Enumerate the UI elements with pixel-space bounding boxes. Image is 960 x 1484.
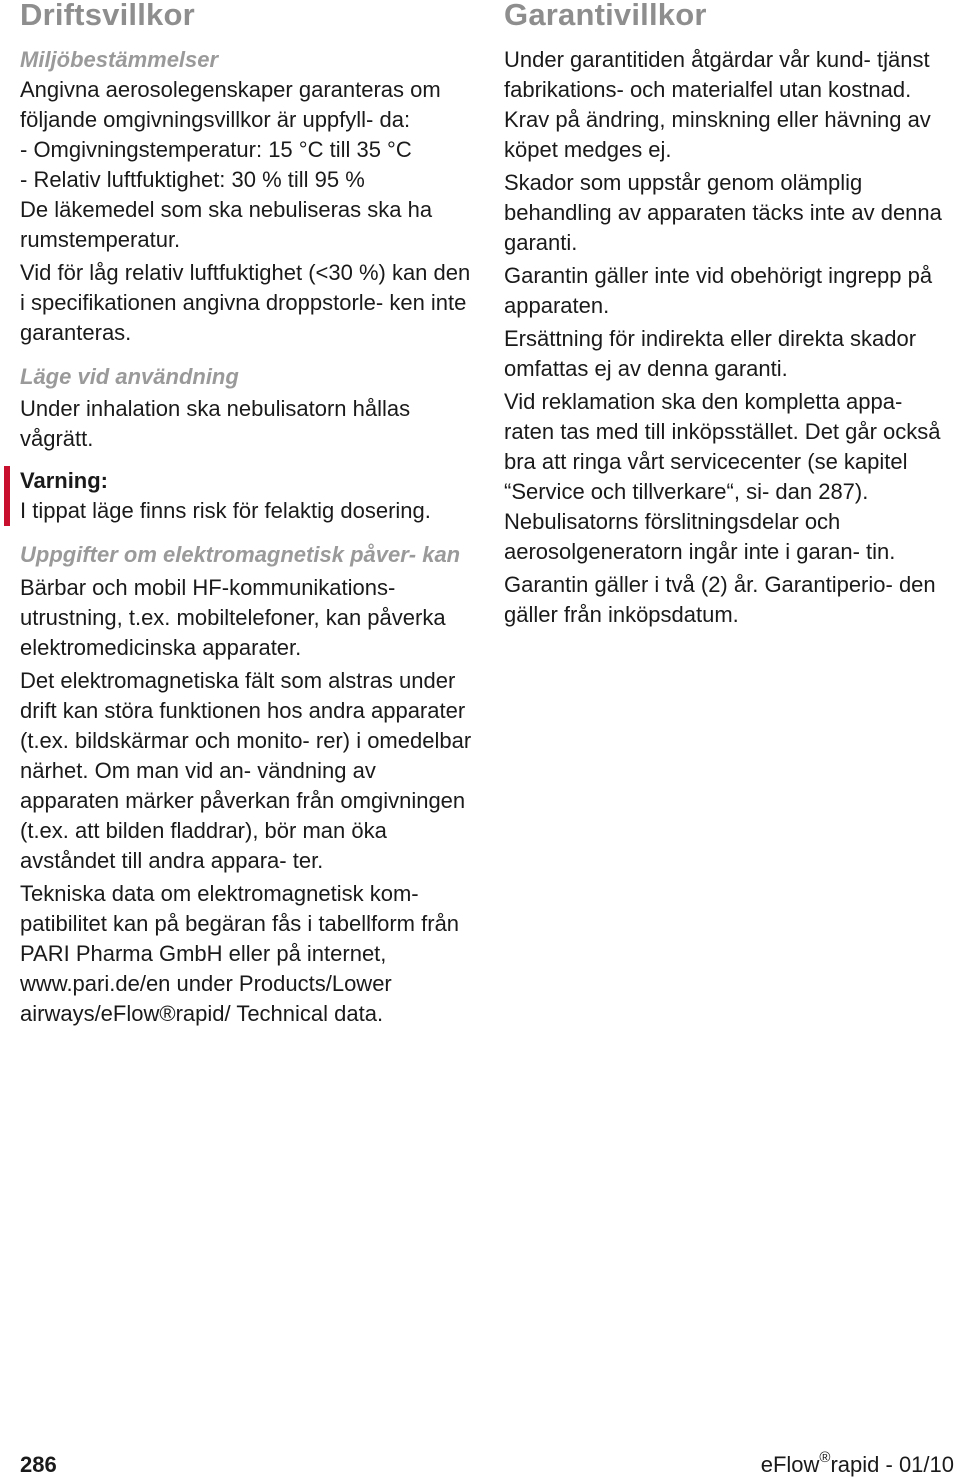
warning-title: Varning: bbox=[20, 468, 109, 493]
section-title-operating-conditions: Driftsvillkor bbox=[20, 0, 195, 32]
env-paragraph-2: De läkemedel som ska nebuliseras ska ha rumstemperatur. bbox=[20, 197, 433, 252]
left-column bbox=[20, 0, 480, 1029]
subheading-position: Läge vid användning bbox=[20, 364, 239, 389]
emc-paragraph-1: Bärbar och mobil HF-kommunikations- utrustning, t.ex. mobiltelefoner, kan påverka elektromedicinska apparater. bbox=[20, 575, 446, 660]
page-footer bbox=[20, 1450, 954, 1484]
subheading-environment: Miljöbestämmelser bbox=[20, 47, 219, 72]
warranty-paragraph-5: Vid reklamation ska den kompletta appa- raten tas med till inköpsstället. Det går också bra att ringa vårt servicecenter (se kapitel “Service och tillverkare“, si- dan 287). Nebulisatorns förslitningsdelar och aerosolgeneratorn ingår inte i garan- tin. bbox=[504, 389, 941, 564]
emc-paragraph-3: Tekniska data om elektromagnetisk kom- patibilitet kan på begäran fås i tabellform från PARI Pharma GmbH eller på internet, www.pari.de/en under Products/Lower airways/eFlow®rapid/ Technical data. bbox=[20, 881, 460, 1026]
env-paragraph-3: Vid för låg relativ luftfuktighet (<30 %) kan den i specifikationen angivna droppstorle- ken inte garanteras. bbox=[20, 260, 471, 345]
warning-bar bbox=[4, 466, 10, 526]
registered-mark: ® bbox=[819, 1448, 831, 1466]
warranty-paragraph-6: Garantin gäller i två (2) år. Garantiperio- den gäller från inköpsdatum. bbox=[504, 572, 936, 627]
warning-text: I tippat läge finns risk för felaktig dosering. bbox=[20, 498, 431, 523]
env-paragraph-1: Angivna aerosolegenskaper garanteras om följande omgivningsvillkor är uppfyll- da: bbox=[20, 77, 441, 132]
footer-product-suffix: rapid - 01/10 bbox=[830, 1452, 954, 1477]
warranty-paragraph-3: Garantin gäller inte vid obehörigt ingrepp på apparaten. bbox=[504, 263, 933, 318]
env-bullet-humidity: - Relativ luftfuktighet: 30 % till 95 % bbox=[20, 167, 365, 192]
footer-product-name: eFlow bbox=[760, 1452, 820, 1477]
warranty-paragraph-4: Ersättning för indirekta eller direkta skador omfattas ej av denna garanti. bbox=[504, 326, 917, 381]
emc-paragraph-2: Det elektromagnetiska fält som alstras under drift kan störa funktionen hos andra apparater (t.ex. bildskärmar och monito- rer) i omedelbar närhet. Om man vid an- vändning av apparaten märker påverkan från omgivningen (t.ex. att bilden fladdrar), bör man öka avståndet till andra appara- ter. bbox=[20, 668, 472, 873]
warranty-paragraph-2: Skador som uppstår genom olämplig behandling av apparaten täcks inte av denna garanti. bbox=[504, 170, 942, 255]
position-paragraph: Under inhalation ska nebulisatorn hållas vågrätt. bbox=[20, 396, 411, 451]
page-number: 286 bbox=[20, 1452, 57, 1477]
warning-box bbox=[20, 466, 480, 526]
footer-product-info bbox=[761, 1450, 954, 1480]
section-title-warranty: Garantivillkor bbox=[504, 0, 707, 32]
subheading-emc: Uppgifter om elektromagnetisk påver- kan bbox=[20, 542, 461, 567]
warranty-paragraph-1: Under garantitiden åtgärdar vår kund- tjänst fabrikations- och materialfel utan kostnad. Krav på ändring, minskning eller hävning av köpet medges ej. bbox=[504, 47, 931, 162]
right-column bbox=[504, 0, 954, 630]
env-bullet-temperature: - Omgivningstemperatur: 15 °C till 35 °C bbox=[20, 137, 412, 162]
